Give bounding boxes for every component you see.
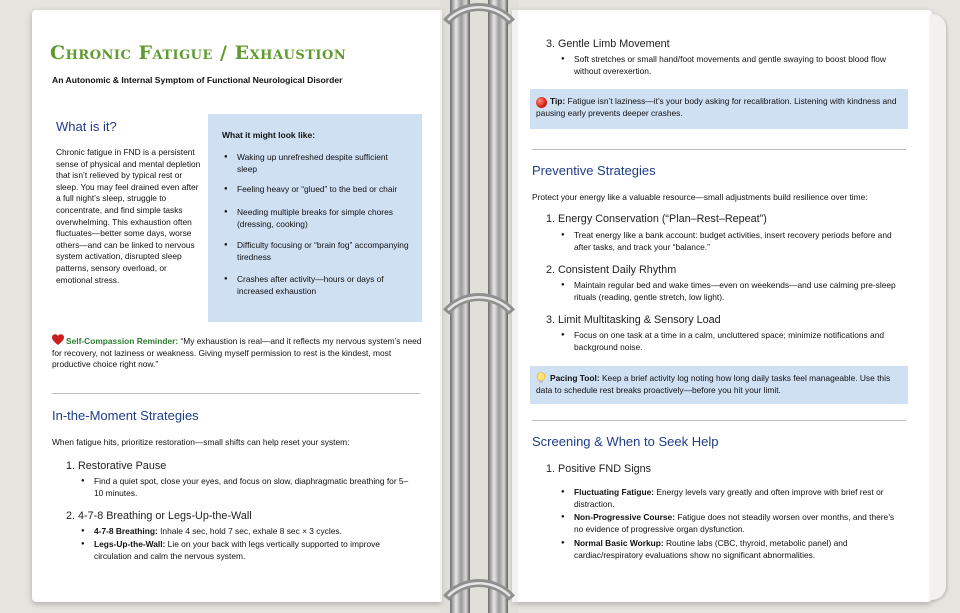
look-like-item: ● Difficulty focusing or “brain fog” accompanying tiredness [237, 239, 409, 263]
strategy-title: 1. Restorative Pause [66, 460, 167, 472]
in-the-moment-heading: In-the-Moment Strategies [52, 408, 199, 423]
divider [532, 149, 906, 150]
page-stack-edge [930, 14, 946, 600]
strategy-title: 1. Energy Conservation (“Plan–Rest–Repeat”) [546, 213, 767, 225]
what-is-it-heading: What is it? [56, 119, 117, 134]
pacing-text [536, 373, 902, 396]
strategy-bullet: ● Maintain regular bed and wake times—even on weekends—and use calming pre-sleep rituals (reading, gentle stretch, low light). [574, 279, 898, 303]
bullet-text: Lie on your back with legs vertically supported to improve circulation and calm the nervous system. [94, 539, 380, 562]
pacing-label: Pacing Tool: [550, 373, 600, 383]
pacing-body: Keep a brief activity log noting how long daily tasks feel manageable. Use this data to schedule rest breaks proactively—before you hit your limit. [536, 373, 891, 395]
tip-label: Tip: [550, 96, 566, 106]
page-subtitle: An Autonomic & Internal Symptom of Functional Neurological Disorder [52, 75, 343, 85]
bullet-text: Energy levels vary greatly and often improve with brief rest or distraction. [574, 487, 884, 510]
bullet-text: Fatigue does not steadily worsen over months, and there’s no evidence of progressive organ dysfunction. [574, 512, 895, 535]
strategy-bullet: ● Soft stretches or small hand/foot movements and gentle swaying to boost blood flow without overexertion. [574, 53, 898, 77]
preventive-intro: Protect your energy like a valuable resource—small adjustments build resilience over time: [532, 192, 868, 202]
strategy-title: 2. 4-7-8 Breathing or Legs-Up-the-Wall [66, 510, 252, 522]
reminder-text: “My exhaustion is real—and it reflects my nervous system’s need for recovery, not laziness or weakness. Giving myself permission to rest is the kindest, most productive choice right now.” [52, 336, 422, 370]
strategy-title: 1. Positive FND Signs [546, 463, 652, 475]
divider [532, 420, 906, 421]
screening-bullet [574, 537, 904, 561]
strategy-title: 3. Gentle Limb Movement [546, 38, 670, 50]
divider [52, 393, 420, 394]
bullet-text: Routine labs (CBC, thyroid, metabolic panel) and cardiac/respiratory evaluations show no significant abnormalities. [574, 538, 848, 561]
bullet-bold-label: Legs-Up-the-Wall: [94, 539, 166, 549]
screening-heading: Screening & When to Seek Help [532, 434, 719, 449]
reminder-label: Self-Compassion Reminder: [66, 336, 179, 346]
bullet-bold-label: Normal Basic Workup: [574, 538, 664, 548]
self-compassion-reminder [52, 336, 422, 371]
look-like-title: What it might look like: [222, 130, 316, 140]
screening-bullet [574, 486, 904, 510]
binder-rings [440, 0, 518, 613]
look-like-item: ● Crashes after activity—hours or days of increased exhaustion [237, 273, 409, 297]
bullet-bold-label: Non-Progressive Course: [574, 512, 675, 522]
look-like-item: ● Waking up unrefreshed despite sufficient sleep [237, 151, 409, 175]
bullet-text: Inhale 4 sec, hold 7 sec, exhale 8 sec × 3 cycles. [157, 526, 342, 536]
strategy-bullet: ● Find a quiet spot, close your eyes, and focus on slow, diaphragmatic breathing for 5–10 minutes. [94, 475, 414, 499]
strategy-bullet: ● Focus on one task at a time in a calm, uncluttered space; minimize notifications and background noise. [574, 329, 898, 353]
look-like-item: ● Feeling heavy or “glued” to the bed or chair [237, 183, 409, 195]
tip-body: Fatigue isn’t laziness—it’s your body asking for recalibration. Listening with kindness and pausing early prevents deeper crashes. [536, 96, 897, 118]
strategy-bullet [94, 538, 414, 562]
bullet-bold-label: Fluctuating Fatigue: [574, 487, 655, 497]
strategy-title: 2. Consistent Daily Rhythm [546, 264, 677, 276]
strategy-bullet: ● Treat energy like a bank account: budget activities, insert recovery periods before and after tasks, and track your “balance.” [574, 229, 898, 253]
look-like-item: ● Needing multiple breaks for simple chores (dressing, cooking) [237, 206, 409, 230]
in-the-moment-intro: When fatigue hits, prioritize restoration—small shifts can help reset your system: [52, 437, 350, 447]
tip-text [536, 96, 902, 119]
strategy-bullet [94, 525, 414, 537]
preventive-heading: Preventive Strategies [532, 163, 656, 178]
what-is-it-body: Chronic fatigue in FND is a persistent sense of physical and mental depletion that isn’t relieved by typical rest or sleep. You may feel drained even after a full night’s sleep, struggle to concentrate, and find simple tasks overwhelming. This exhaustion often fluctuates—better some days, worse others—and can be linked to nervous system activation, disrupted sleep patterns, sensory overload, or emotional stress. [56, 147, 201, 285]
page-title: Chronic Fatigue / Exhaustion [50, 42, 347, 64]
strategy-title: 3. Limit Multitasking & Sensory Load [546, 314, 721, 326]
bullet-bold-label: 4-7-8 Breathing: [94, 526, 158, 536]
screening-bullet [574, 511, 904, 535]
